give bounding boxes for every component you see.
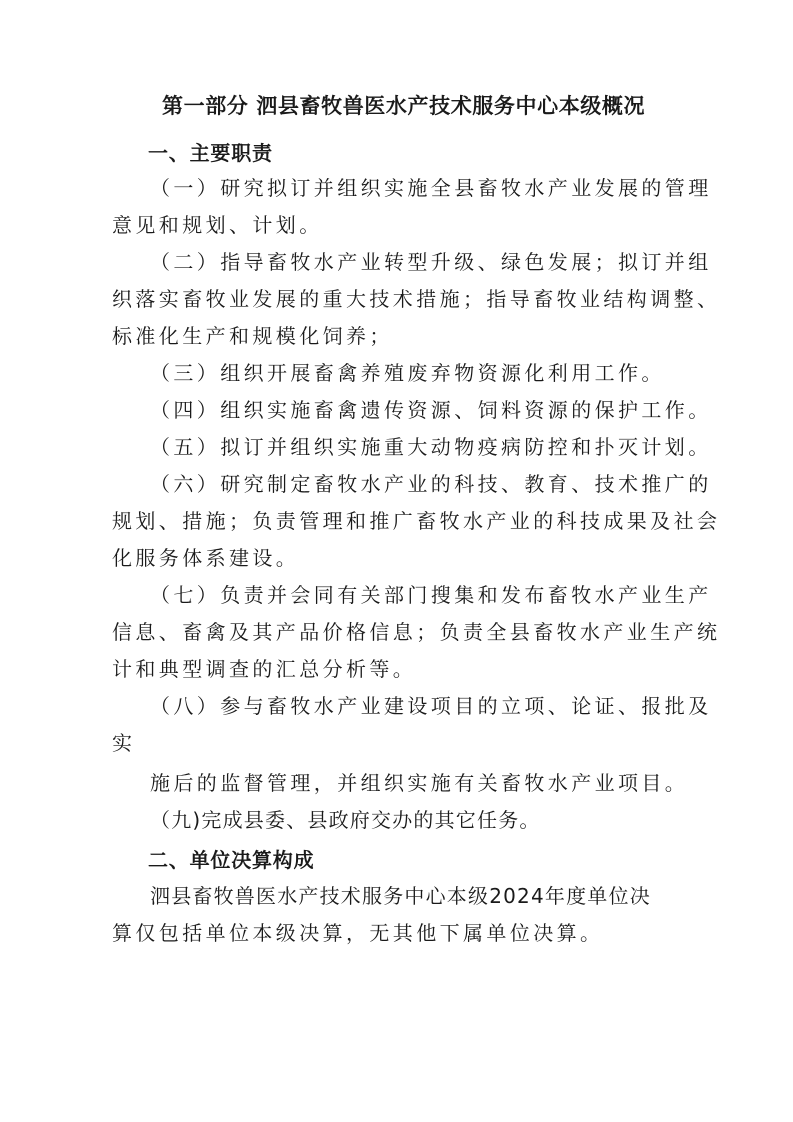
paragraph-line: 化服务体系建设。 xyxy=(112,546,300,570)
paragraph-line: （七）负责并会同有关部门搜集和发布畜牧水产业生产 xyxy=(150,583,712,607)
paragraph-line: 施后的监督管理，并组织实施有关畜牧水产业项目。 xyxy=(150,771,689,795)
paragraph-line: （一）研究拟订并组织实施全县畜牧水产业发展的管理 xyxy=(150,176,712,200)
paragraph-line: 实 xyxy=(112,731,136,755)
paragraph-line: 计和典型调查的汇总分析等。 xyxy=(112,657,417,681)
paragraph-line: 规划、措施；负责管理和推广畜牧水产业的科技成果及社会 xyxy=(112,509,721,533)
paragraph-line: （三）组织开展畜禽养殖废弃物资源化利用工作。 xyxy=(150,361,665,385)
paragraph-line: （六）研究制定畜牧水产业的科技、教育、技术推广的 xyxy=(150,472,712,496)
section-heading-unit-composition: 二、单位决算构成 xyxy=(148,848,315,872)
paragraph-line: 信息、畜禽及其产品价格信息；负责全县畜牧水产业生产统 xyxy=(112,620,721,644)
paragraph-line: （九)完成县委、县政府交办的其它任务。 xyxy=(150,808,541,832)
paragraph-line: （四）组织实施畜禽遗传资源、饲料资源的保护工作。 xyxy=(150,398,712,422)
page-title: 第一部分 泗县畜牧兽医水产技术服务中心本级概况 xyxy=(162,94,646,118)
paragraph-line: 意见和规划、计划。 xyxy=(112,213,323,237)
paragraph-line: （五）拟订并组织实施重大动物疫病防控和扑灭计划。 xyxy=(150,435,712,459)
paragraph-line: （二）指导畜牧水产业转型升级、绿色发展；拟订并组 xyxy=(150,250,712,274)
section-heading-main-duties: 一、主要职责 xyxy=(148,141,273,165)
paragraph-line: 标准化生产和规模化饲养； xyxy=(112,324,393,348)
paragraph-line: 泗县畜牧兽医水产技术服务中心本级2024年度单位决 xyxy=(150,884,651,908)
paragraph-line: 算仅包括单位本级决算，无其他下属单位决算。 xyxy=(112,921,604,945)
paragraph-line: （八）参与畜牧水产业建设项目的立项、论证、报批及 xyxy=(150,694,712,718)
paragraph-line: 织落实畜牧业发展的重大技术措施；指导畜牧业结构调整、 xyxy=(112,287,721,311)
